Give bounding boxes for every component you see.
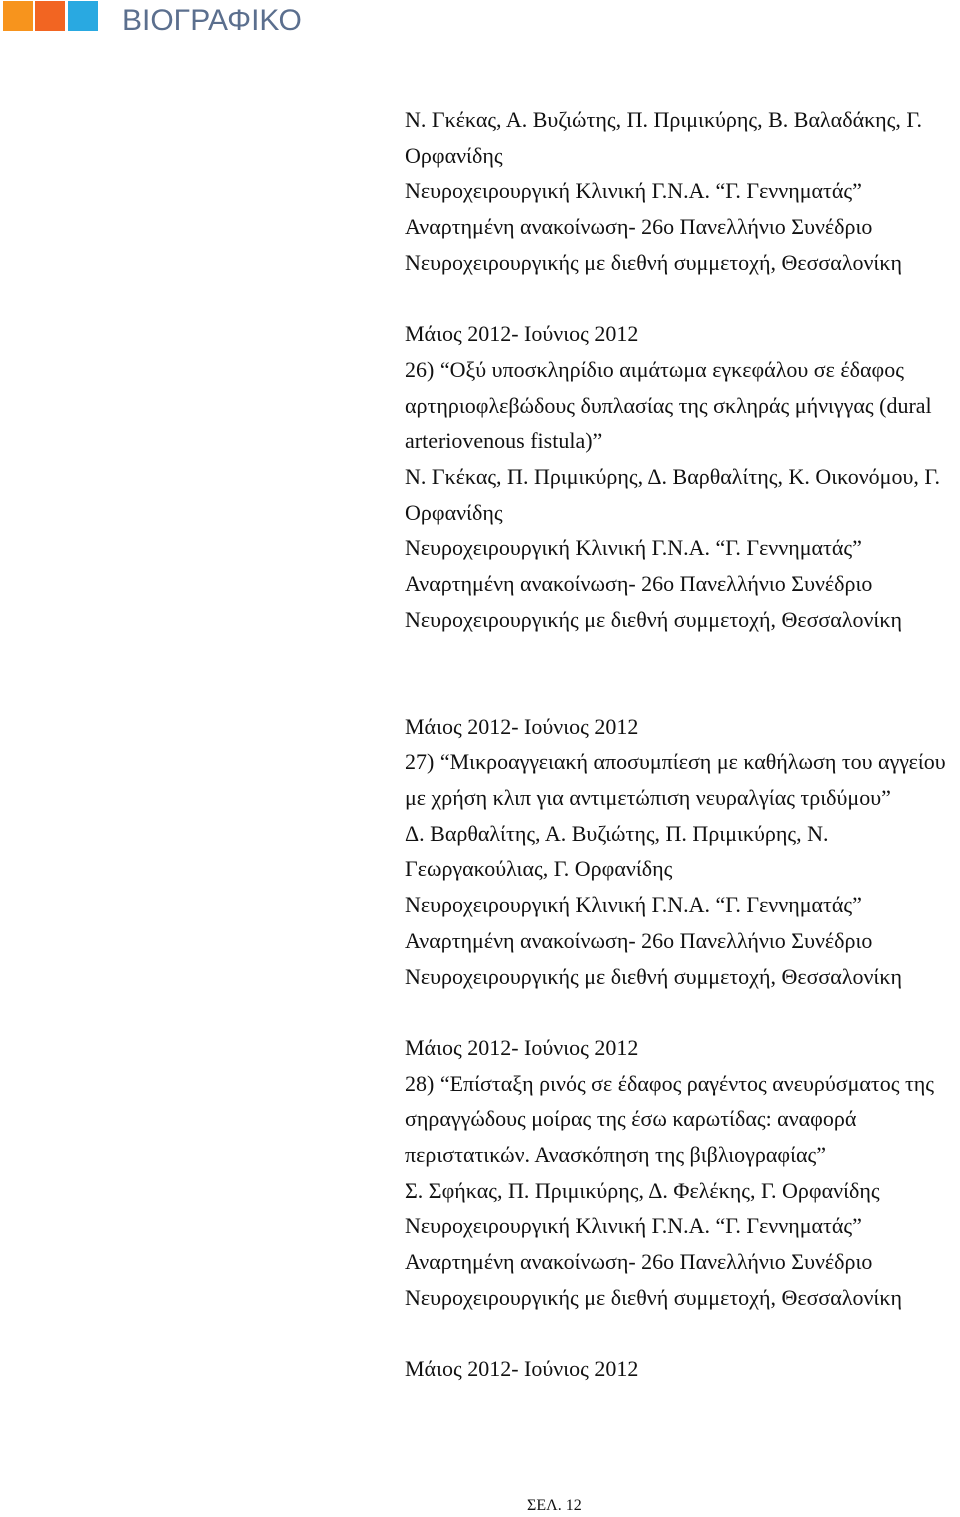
entry-authors-line: Ορφανίδης [405,142,503,168]
entry-27 [405,709,950,995]
entry-title-line: σηραγγώδους μοίρας της έσω καρωτίδας: αναφορά [405,1106,857,1132]
entry-28 [405,1030,950,1316]
entry-authors-line: Ν. Γκέκας, Π. Πριμικύρης, Δ. Βαρθαλίτης, Κ. Οικονόμου, Γ. [405,463,940,489]
entry-title-line: 27) “Μικροαγγειακή αποσυμπίεση με καθήλωση του αγγείου [405,749,946,775]
logo-square-blue [68,1,98,31]
entry-title-line: αρτηριοφλεβώδους δυπλασίας της σκληράς μήνιγγας (dural [405,392,932,418]
logo-square-red-orange [35,1,65,31]
entry-continued [405,102,950,280]
entry-authors-line: Δ. Βαρθαλίτης, Α. Βυζιώτης, Π. Πριμικύρης, Ν. [405,820,829,846]
entry-authors-line: Σ. Σφήκας, Π. Πριμικύρης, Δ. Φελέκης, Γ. Ορφανίδης [405,1177,880,1203]
entry-authors-line: Γεωργακούλιας, Γ. Ορφανίδης [405,856,673,882]
entry-venue-line: Νευροχειρουργικής με διεθνή συμμετοχή, Θεσσαλονίκη [405,249,902,275]
entry-title-line: 28) “Επίσταξη ρινός σε έδαφος ραγέντος ανευρύσματος της [405,1070,935,1096]
entry-venue-line: Αναρτημένη ανακοίνωση- 26ο Πανελλήνιο Συνέδριο [405,570,873,596]
page-number: ΣΕΛ. 12 [527,1497,582,1514]
entry-date: Μάιος 2012- Ιούνιος 2012 [405,713,639,739]
entry-title-line: arteriovenous fistula)” [405,428,603,454]
entry-venue-line: Νευροχειρουργική Κλινική Γ.Ν.Α. “Γ. Γεννηματάς” [405,892,862,918]
entry-date: Μάιος 2012- Ιούνιος 2012 [405,1356,639,1382]
entry-venue-line: Αναρτημένη ανακοίνωση- 26ο Πανελλήνιο Συνέδριο [405,214,873,240]
entry-authors-line: Ορφανίδης [405,499,503,525]
page-title: ΒΙΟΓΡΑΦΙΚΟ [122,4,302,37]
entry-venue-line: Νευροχειρουργική Κλινική Γ.Ν.Α. “Γ. Γεννηματάς” [405,178,862,204]
entry-title-line: 26) “Οξύ υποσκληρίδιο αιμάτωμα εγκεφάλου σε έδαφος [405,356,904,382]
publications-list [405,102,950,1387]
entry-title-line: με χρήση κλιπ για αντιμετώπιση νευραλγίας τριδύμου” [405,785,891,811]
entry-29-start [405,1351,950,1387]
entry-26 [405,316,950,637]
page-header [0,0,960,40]
entry-venue-line: Νευροχειρουργική Κλινική Γ.Ν.Α. “Γ. Γεννηματάς” [405,1213,862,1239]
entry-venue-line: Νευροχειρουργικής με διεθνή συμμετοχή, Θεσσαλονίκη [405,606,902,632]
entry-date: Μάιος 2012- Ιούνιος 2012 [405,321,639,347]
entry-venue-line: Νευροχειρουργικής με διεθνή συμμετοχή, Θεσσαλονίκη [405,1284,902,1310]
entry-date: Μάιος 2012- Ιούνιος 2012 [405,1034,639,1060]
entry-title-line: περιστατικών. Ανασκόπηση της βιβλιογραφίας” [405,1141,827,1167]
entry-venue-line: Νευροχειρουργικής με διεθνή συμμετοχή, Θεσσαλονίκη [405,963,902,989]
entry-venue-line: Νευροχειρουργική Κλινική Γ.Ν.Α. “Γ. Γεννηματάς” [405,535,862,561]
entry-venue-line: Αναρτημένη ανακοίνωση- 26ο Πανελλήνιο Συνέδριο [405,927,873,953]
entry-venue-line: Αναρτημένη ανακοίνωση- 26ο Πανελλήνιο Συνέδριο [405,1249,873,1275]
logo-square-orange [3,1,33,31]
entry-authors-line: Ν. Γκέκας, Α. Βυζιώτης, Π. Πριμικύρης, Β. Βαλαδάκης, Γ. [405,107,922,132]
